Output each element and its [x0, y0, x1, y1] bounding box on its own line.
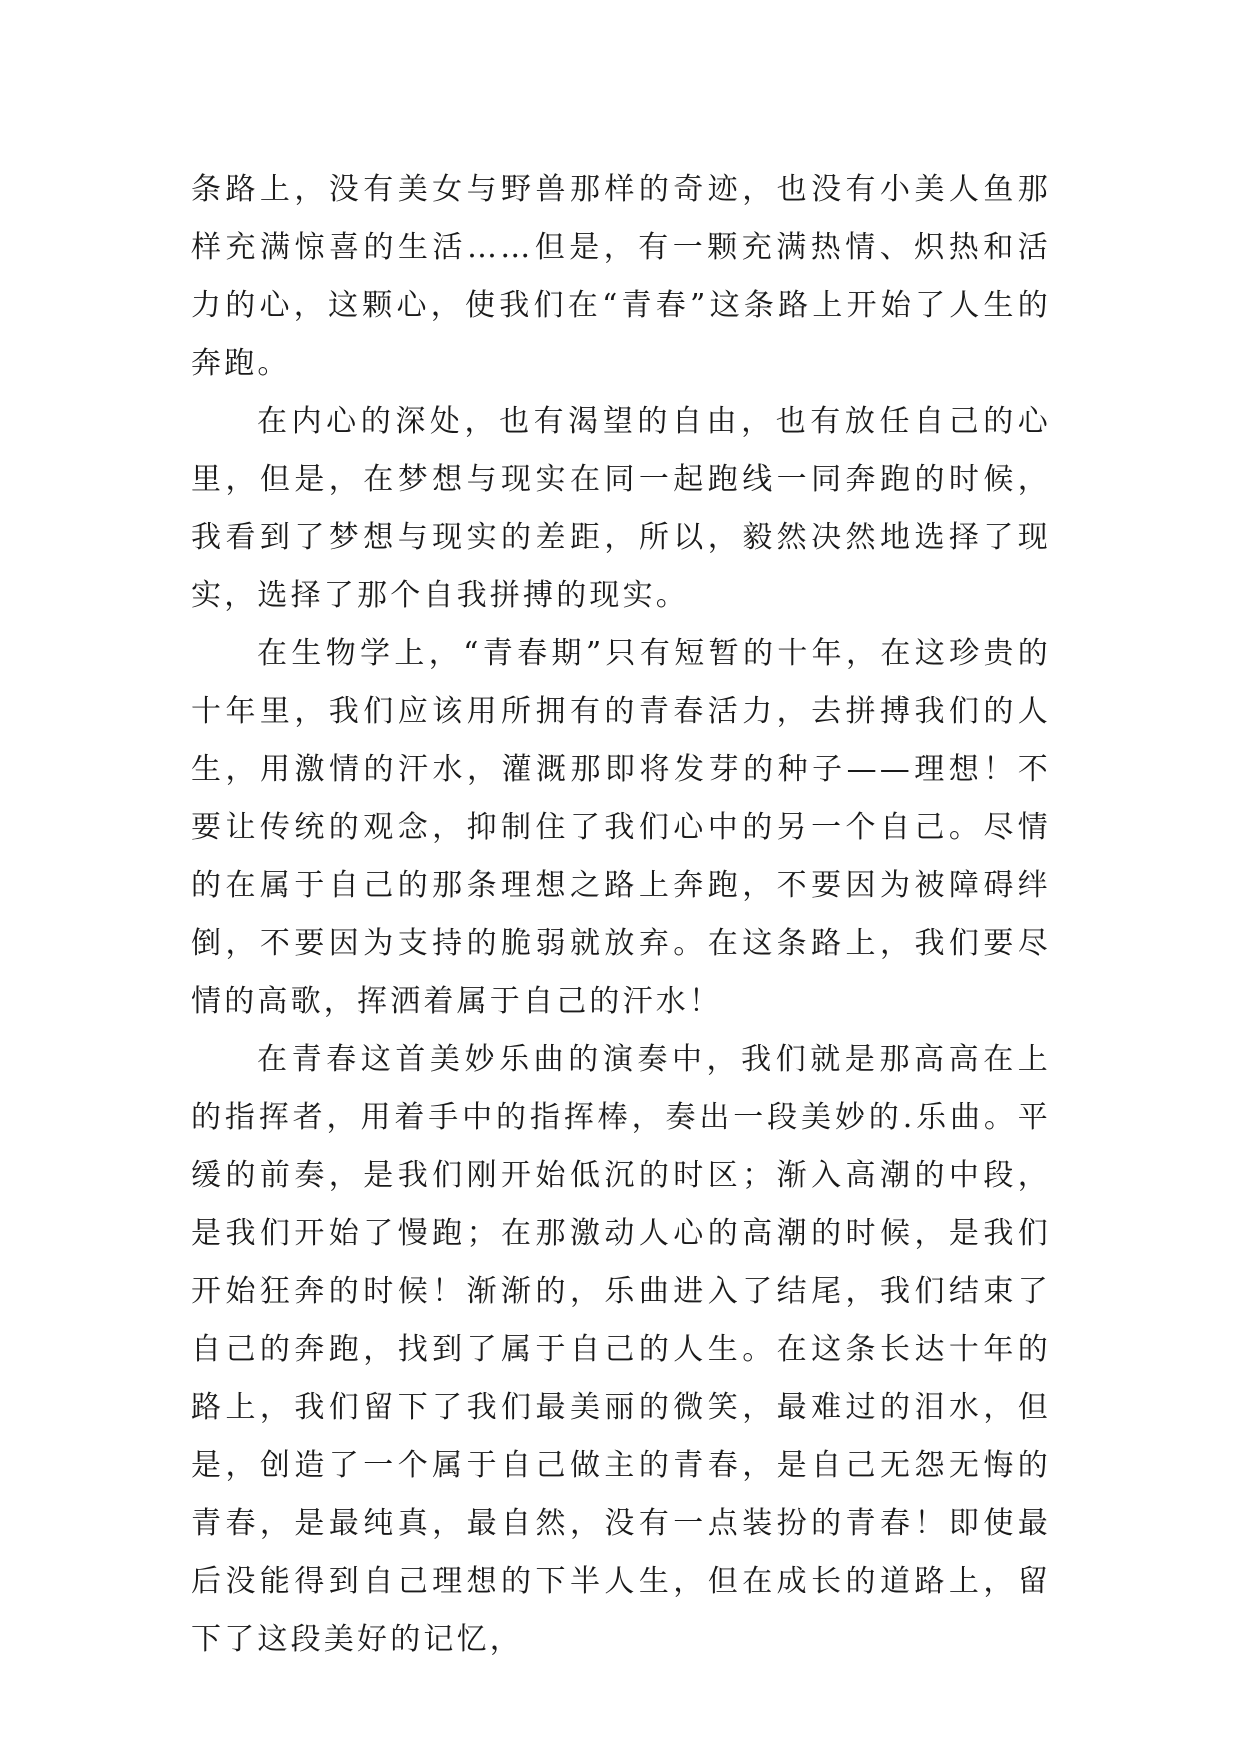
body-text [191, 161, 1051, 1669]
paragraph-3: 在生物学上，“青春期”只有短暂的十年，在这珍贵的十年里，我们应该用所拥有的青春活力，去拼搏我们的人生，用激情的汗水，灌溉那即将发芽的种子——理想！不要让传统的观念，抑制住了我们心中的另一个自己。尽情的在属于自己的那条理想之路上奔跑，不要因为被障碍绊倒，不要因为支持的脆弱就放弃。在这条路上，我们要尽情的高歌，挥洒着属于自己的汗水！ [191, 636, 1051, 1019]
paragraph-1: 条路上，没有美女与野兽那样的奇迹，也没有小美人鱼那样充满惊喜的生活……但是，有一颗充满热情、炽热和活力的心，这颗心，使我们在“青春”这条路上开始了人生的奔跑。 [191, 172, 1051, 381]
paragraph-4: 在青春这首美妙乐曲的演奏中，我们就是那高高在上的指挥者，用着手中的指挥棒，奏出一段美妙的.乐曲。平缓的前奏，是我们刚开始低沉的时区；渐入高潮的中段，是我们开始了慢跑；在那激动人心的高潮的时候，是我们开始狂奔的时候！渐渐的，乐曲进入了结尾，我们结束了自己的奔跑，找到了属于自己的人生。在这条长达十年的路上，我们留下了我们最美丽的微笑，最难过的泪水，但是，创造了一个属于自己做主的青春，是自己无怨无悔的青春，是最纯真，最自然，没有一点装扮的青春！即使最后没能得到自己理想的下半人生，但在成长的道路上，留下了这段美好的记忆， [191, 1042, 1051, 1657]
paragraph-2: 在内心的深处，也有渴望的自由，也有放任自己的心里，但是，在梦想与现实在同一起跑线一同奔跑的时候，我看到了梦想与现实的差距，所以，毅然决然地选择了现实，选择了那个自我拼搏的现实。 [191, 404, 1051, 613]
